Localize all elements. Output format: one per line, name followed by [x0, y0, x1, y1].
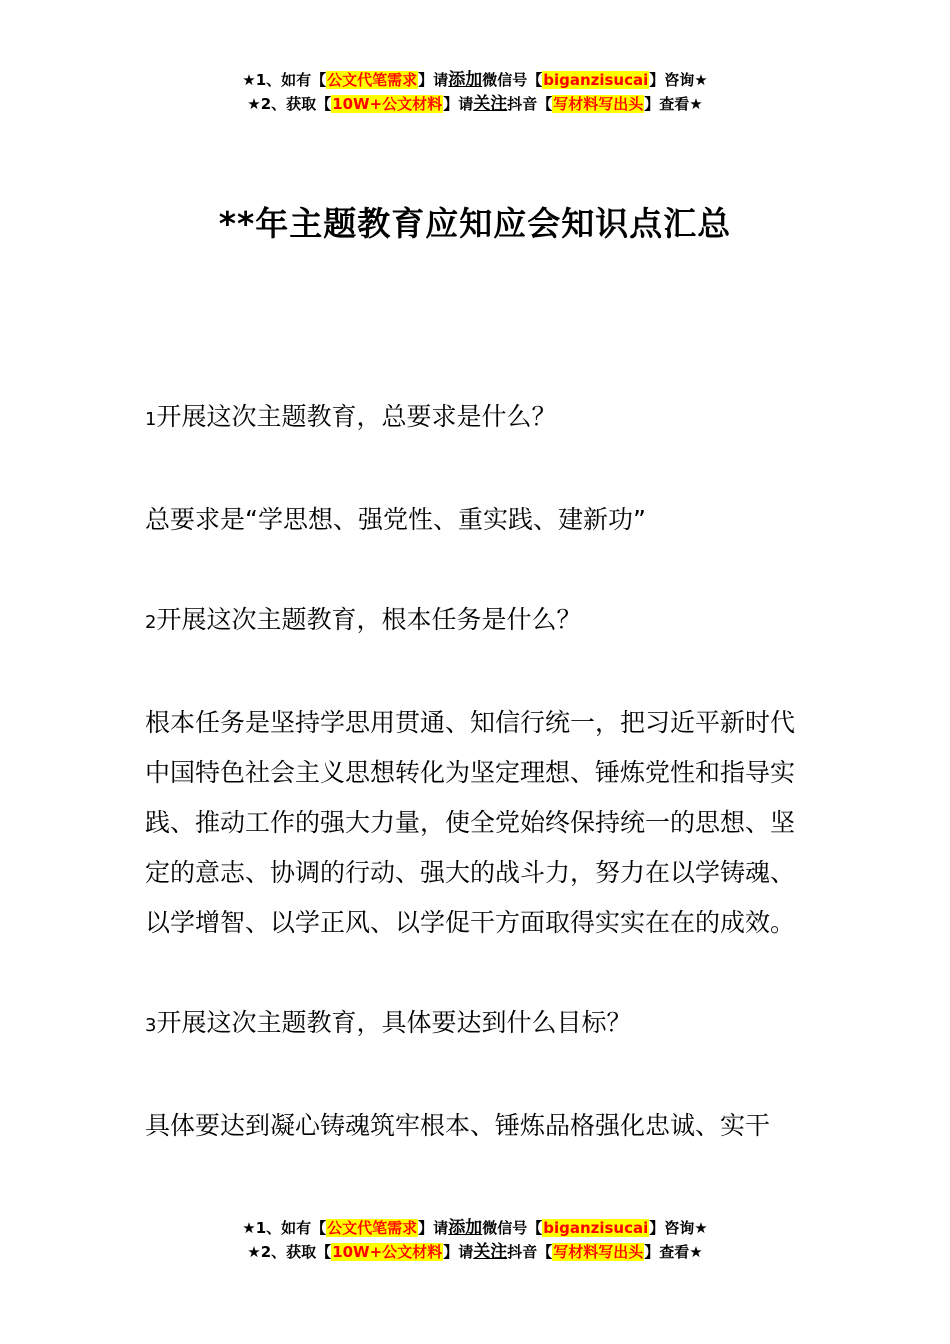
answer-1: 总要求是“学思想、强党性、重实践、建新功”: [145, 505, 646, 534]
banner-text: 】咨询: [649, 71, 695, 89]
star-icon: ★: [689, 95, 703, 113]
question-2: [145, 595, 810, 648]
banner-line-2: [0, 1240, 950, 1264]
banner-text: 】请: [418, 1219, 449, 1237]
highlight-douyin: 写材料写出头: [553, 1243, 644, 1261]
highlight-service: 公文代笔需求: [327, 71, 418, 89]
highlight-douyin: 写材料写出头: [553, 95, 644, 113]
banner-text: 】请: [443, 1243, 474, 1261]
banner-text: 】查看: [644, 1243, 690, 1261]
banner-text: 微信号【: [482, 1219, 543, 1237]
banner-text: 2、获取【: [260, 1243, 332, 1261]
highlight-wechat-id: biganzisucai: [543, 71, 649, 89]
document-title: **年主题教育应知应会知识点汇总: [218, 204, 732, 243]
banner-text: 】咨询: [649, 1219, 695, 1237]
banner-line-2: [0, 92, 950, 116]
answer-2: 根本任务是坚持学思用贯通、知信行统一，把习近平新时代中国特色社会主义思想转化为坚定理想、锤炼党性和指导实践、推动工作的强大力量，使全党始终保持统一的思想、坚定的意志、协调的行动、强大的战斗力，努力在以学铸魂、以学增智、以学正风、以学促干方面取得实实在在的成效。: [145, 708, 796, 937]
banner-text: 】请: [418, 71, 449, 89]
emphasis-follow: 关注: [473, 94, 508, 114]
highlight-wechat-id: biganzisucai: [543, 1219, 649, 1237]
star-icon: ★: [689, 1243, 703, 1261]
banner-text: 】查看: [644, 95, 690, 113]
footer-banner: [0, 1216, 950, 1264]
emphasis-add: 添加: [448, 1218, 483, 1238]
question-text: 开展这次主题教育，根本任务是什么？: [156, 605, 582, 634]
emphasis-follow: 关注: [473, 1242, 508, 1262]
highlight-materials: 10W+公文材料: [332, 95, 443, 113]
answer-3: 具体要达到凝心铸魂筑牢根本、锤炼品格强化忠诚、实干: [145, 1111, 771, 1140]
star-icon: ★: [694, 1219, 708, 1237]
star-icon: ★: [242, 1219, 256, 1237]
question-number: 3: [145, 1015, 157, 1036]
question-number: 2: [145, 612, 157, 633]
question-3: [145, 998, 810, 1051]
banner-line-1: [0, 1216, 950, 1240]
question-1: [145, 392, 810, 445]
star-icon: ★: [242, 71, 256, 89]
highlight-service: 公文代笔需求: [327, 1219, 418, 1237]
banner-text: 抖音【: [507, 1243, 553, 1261]
highlight-materials: 10W+公文材料: [332, 1243, 443, 1261]
header-banner: [0, 68, 950, 116]
question-text: 开展这次主题教育，具体要达到什么目标？: [156, 1008, 632, 1037]
emphasis-add: 添加: [448, 70, 483, 90]
banner-text: 微信号【: [482, 71, 543, 89]
banner-text: 抖音【: [507, 95, 553, 113]
star-icon: ★: [247, 1243, 261, 1261]
banner-text: 2、获取【: [260, 95, 332, 113]
star-icon: ★: [694, 71, 708, 89]
question-number: 1: [145, 409, 157, 430]
document-body: [145, 392, 810, 1201]
banner-text: 】请: [443, 95, 474, 113]
banner-text: 1、如有【: [255, 71, 327, 89]
star-icon: ★: [247, 95, 261, 113]
question-text: 开展这次主题教育，总要求是什么？: [156, 402, 557, 431]
banner-text: 1、如有【: [255, 1219, 327, 1237]
banner-line-1: [0, 68, 950, 92]
